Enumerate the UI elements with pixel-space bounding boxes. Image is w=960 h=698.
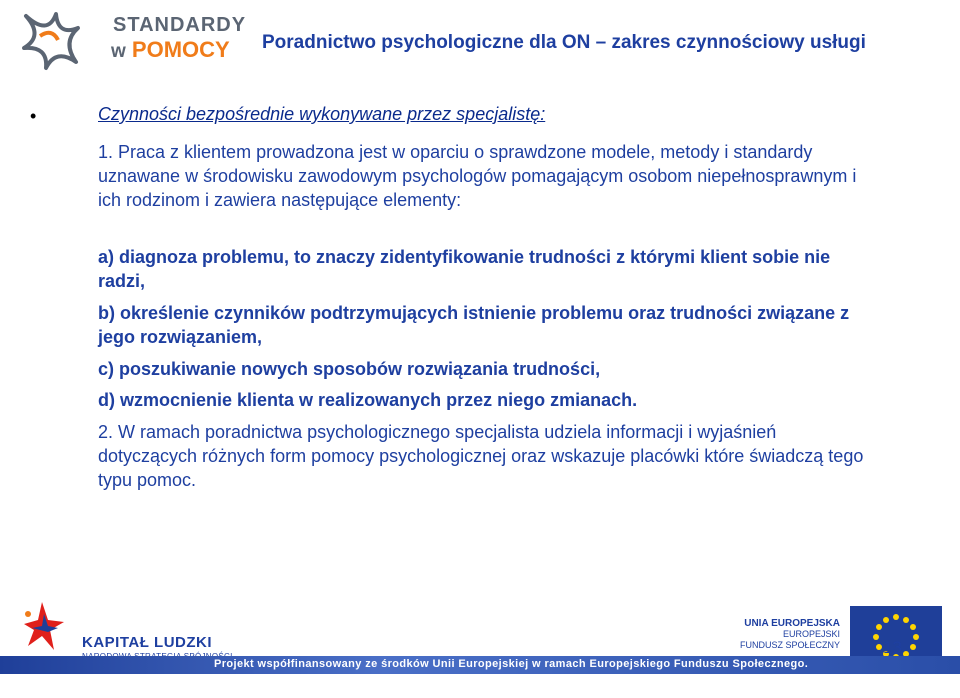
- header: [0, 0, 960, 82]
- eu-text: [740, 618, 840, 651]
- item-b: b) określenie czynników podtrzymujących istnienie problemu oraz trudności związane z jego rozwiązaniem,: [98, 303, 850, 347]
- kapital-ludzki-logo: [14, 596, 214, 656]
- logo-line2: [111, 37, 230, 63]
- kapital-ludzki-title: KAPITAŁ LUDZKI: [82, 634, 213, 651]
- section-subtitle: Czynności bezpośrednie wykonywane przez specjalistę:: [98, 104, 546, 124]
- logo-w: w: [111, 41, 126, 62]
- item-d: d) wzmocnienie klienta w realizowanych przez niego zmianach.: [98, 390, 638, 410]
- eu-line1: UNIA EUROPEJSKA: [744, 618, 840, 629]
- bullet-point: •: [30, 106, 37, 126]
- footer-cofinancing-text: Projekt współfinansowany ze środków Unii Europejskiej w ramach Europejskiego Funduszu Społecznego.: [214, 658, 809, 670]
- item-a: a) diagnoza problemu, to znaczy zidentyfikowanie trudności z którymi klient sobie nie radzi,: [98, 247, 831, 291]
- item-1: 1. Praca z klientem prowadzona jest w oparciu o sprawdzone modele, metody i standardy uznawane w środowisku zawodowym psychologów pomagającym osobom niepełnosprawnym i ich rodzinom i zawiera następujące elementy:: [98, 142, 857, 210]
- logo-pomocy: POMOCY: [131, 37, 230, 62]
- standardy-w-pomocy-logo: [18, 6, 247, 70]
- page-number: 13: [883, 638, 902, 657]
- footer: [0, 586, 960, 698]
- kapital-ludzki-star-icon: [18, 596, 68, 656]
- item-2: 2. W ramach poradnictwa psychologicznego specjalista udziela informacji i wyjaśnień dotyczących różnych form pomocy psychologicznej oraz wskazuje placówki które świadczą tego typu pomoc.: [98, 422, 864, 490]
- eu-line2: EUROPEJSKI: [782, 629, 840, 639]
- star-logo-icon: [18, 6, 98, 72]
- eu-line3: FUNDUSZ SPOŁECZNY: [739, 640, 840, 650]
- logo-line1: STANDARDY: [113, 14, 247, 36]
- page-title: Poradnictwo psychologiczne dla ON – zakres czynnościowy usługi: [262, 32, 866, 53]
- item-c: c) poszukiwanie nowych sposobów rozwiązania trudności,: [98, 359, 601, 379]
